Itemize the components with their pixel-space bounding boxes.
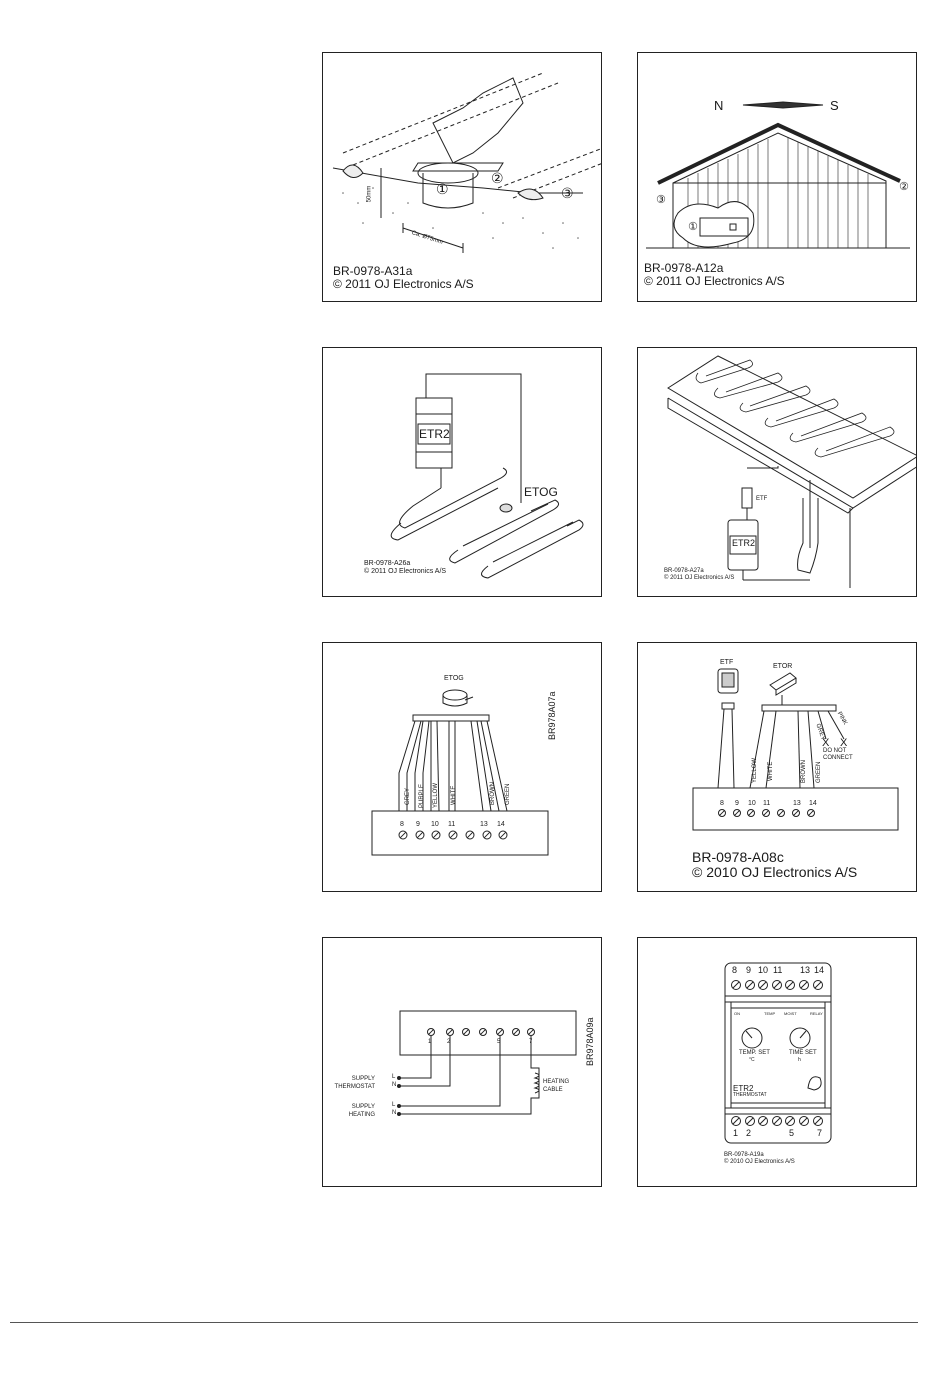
figure-reference <box>724 1152 795 1166</box>
wire-label-pink: PINK <box>835 711 849 727</box>
marker-3: ③ <box>656 194 666 206</box>
wire-label-white: WHITE <box>451 785 457 805</box>
figure-house-orientation <box>637 52 917 302</box>
figure-ground-heating <box>322 347 602 597</box>
x-mark-2: X <box>840 737 848 749</box>
terminal-number: 13 <box>480 821 488 828</box>
wire-label-yellow: YELLOW <box>433 782 439 808</box>
controller-label: ETR2 <box>732 538 756 548</box>
terminal-number: 8 <box>720 800 724 807</box>
terminal-number: 1 <box>428 1039 432 1045</box>
x-mark-1: X <box>822 737 830 749</box>
terminal-number: 1 <box>733 1128 739 1138</box>
figure-code: BR978A07a <box>547 691 557 740</box>
figure-reference <box>364 560 446 576</box>
marker-3: ③ <box>561 185 574 201</box>
terminal-screws <box>719 810 815 817</box>
diameter-dimension: Ca. Ø75mm <box>410 230 444 246</box>
terminal-number: 10 <box>431 821 439 828</box>
wire-label-yellow: YELLOW <box>752 757 758 783</box>
marker-1: ① <box>688 221 698 233</box>
etf-label: ETF <box>720 659 734 666</box>
figure-roof-gutter <box>637 347 917 597</box>
copyright: © 2011 OJ Electronics A/S <box>664 575 735 581</box>
time-unit-label: h <box>798 1057 801 1063</box>
wire-label-green: GREEN <box>505 783 511 805</box>
terminal-number: 7 <box>817 1128 823 1138</box>
etor-label: ETOR <box>773 663 793 670</box>
figure-code: BR-0978-A27a <box>664 568 704 574</box>
compass-north: N <box>714 98 724 113</box>
figure-code: BR-0978-A19a <box>724 1152 764 1158</box>
figure-reference <box>664 568 734 582</box>
n-label: N <box>392 1110 397 1116</box>
figure-code: BR-0978-A26a <box>364 560 411 567</box>
wire-label-white: WHITE <box>768 761 774 781</box>
terminal-screws <box>399 831 507 839</box>
terminal-number: 13 <box>800 965 811 975</box>
terminal-number: 14 <box>497 821 505 828</box>
copyright: © 2010 OJ Electronics A/S <box>692 864 858 880</box>
figure-code: BR-0978-A12a <box>644 261 724 275</box>
marker-1: ① <box>436 181 449 197</box>
power-wiring-drawing <box>323 938 602 1187</box>
terminal-number: 2 <box>447 1039 451 1045</box>
etf-label: ETF <box>756 496 768 502</box>
terminal-number: 11 <box>763 800 771 807</box>
l-label: L <box>392 1074 396 1080</box>
figure-power-wiring <box>322 937 602 1187</box>
temp-unit-label: °C <box>749 1057 755 1063</box>
led-label-temp: TEMP <box>764 1011 776 1016</box>
led-label-moist: MOIST <box>784 1011 797 1016</box>
terminal-screws <box>428 1029 535 1036</box>
controller-label: ETR2 <box>419 427 450 441</box>
copyright: © 2010 OJ Electronics A/S <box>724 1159 795 1165</box>
l-label: L <box>392 1102 396 1108</box>
figure-etog-wiring <box>322 642 602 892</box>
terminal-number: 14 <box>809 800 817 807</box>
supply-heating-label: SUPPLY HEATING <box>348 1104 375 1118</box>
roof-gutter-drawing <box>638 348 917 597</box>
sensor-label: ETOG <box>444 675 464 682</box>
wire-label-purple: PURPLE <box>419 783 425 808</box>
height-dimension: 50mm <box>366 185 373 203</box>
marker-2: ② <box>899 181 909 193</box>
wire-label-brown: BROWN <box>801 760 807 783</box>
model-sub-label: THERMOSTAT <box>733 1092 767 1098</box>
terminal-number: 8 <box>400 821 404 828</box>
terminal-number: 11 <box>773 965 783 975</box>
figure-reference <box>644 262 785 288</box>
led-label-relay: RELAY <box>810 1011 823 1016</box>
terminal-number: 8 <box>732 965 738 975</box>
wire-label-grey: GREY <box>405 787 411 805</box>
terminal-number: 9 <box>735 800 739 807</box>
temp-set-label: TEMP. SET <box>739 1050 770 1056</box>
etr2-front-drawing <box>638 938 917 1187</box>
terminal-number: 5 <box>789 1128 795 1138</box>
figure-reference <box>333 265 474 291</box>
terminal-number: 10 <box>748 800 756 807</box>
terminal-number: 14 <box>814 965 825 975</box>
terminal-number: 9 <box>746 965 752 975</box>
terminal-number: 2 <box>746 1128 752 1138</box>
marker-2: ② <box>491 170 504 186</box>
page-footer-rule <box>10 1322 918 1323</box>
figure-reference <box>692 850 857 880</box>
do-not-connect-note: DO NOT CONNECT <box>823 748 853 761</box>
compass-south: S <box>830 98 839 113</box>
wire-label-brown: BROWN <box>490 782 496 805</box>
copyright: © 2011 OJ Electronics A/S <box>333 277 474 291</box>
terminal-number: 7 <box>529 1039 533 1045</box>
model-label: ETR2 <box>733 1084 754 1093</box>
led-label-on: ON <box>734 1011 740 1016</box>
copyright: © 2011 OJ Electronics A/S <box>644 274 785 288</box>
figure-code: BR-0978-A31a <box>333 264 413 278</box>
supply-thermostat-label: SUPPLY THERMOSTAT <box>334 1076 375 1090</box>
figure-code: BR978A09a <box>585 1017 595 1066</box>
figure-sensor-installation <box>322 52 602 302</box>
heating-cable-label: HEATING CABLE <box>543 1079 570 1093</box>
copyright: © 2011 OJ Electronics A/S <box>364 568 447 575</box>
terminal-number: 5 <box>497 1039 501 1045</box>
terminal-number: 11 <box>448 821 456 828</box>
n-label: N <box>392 1082 397 1088</box>
wire-label-grey: GREY <box>814 723 826 742</box>
terminal-number: 13 <box>793 800 801 807</box>
figure-etf-etor-wiring <box>637 642 917 892</box>
figure-code: BR-0978-A08c <box>692 849 784 865</box>
terminal-number: 10 <box>758 965 769 975</box>
terminal-number: 9 <box>416 821 420 828</box>
sensor-label: ETOG <box>524 485 558 499</box>
time-set-label: TIME SET <box>789 1050 817 1056</box>
wire-label-green: GREEN <box>816 761 822 783</box>
figure-etr2-front <box>637 937 917 1187</box>
